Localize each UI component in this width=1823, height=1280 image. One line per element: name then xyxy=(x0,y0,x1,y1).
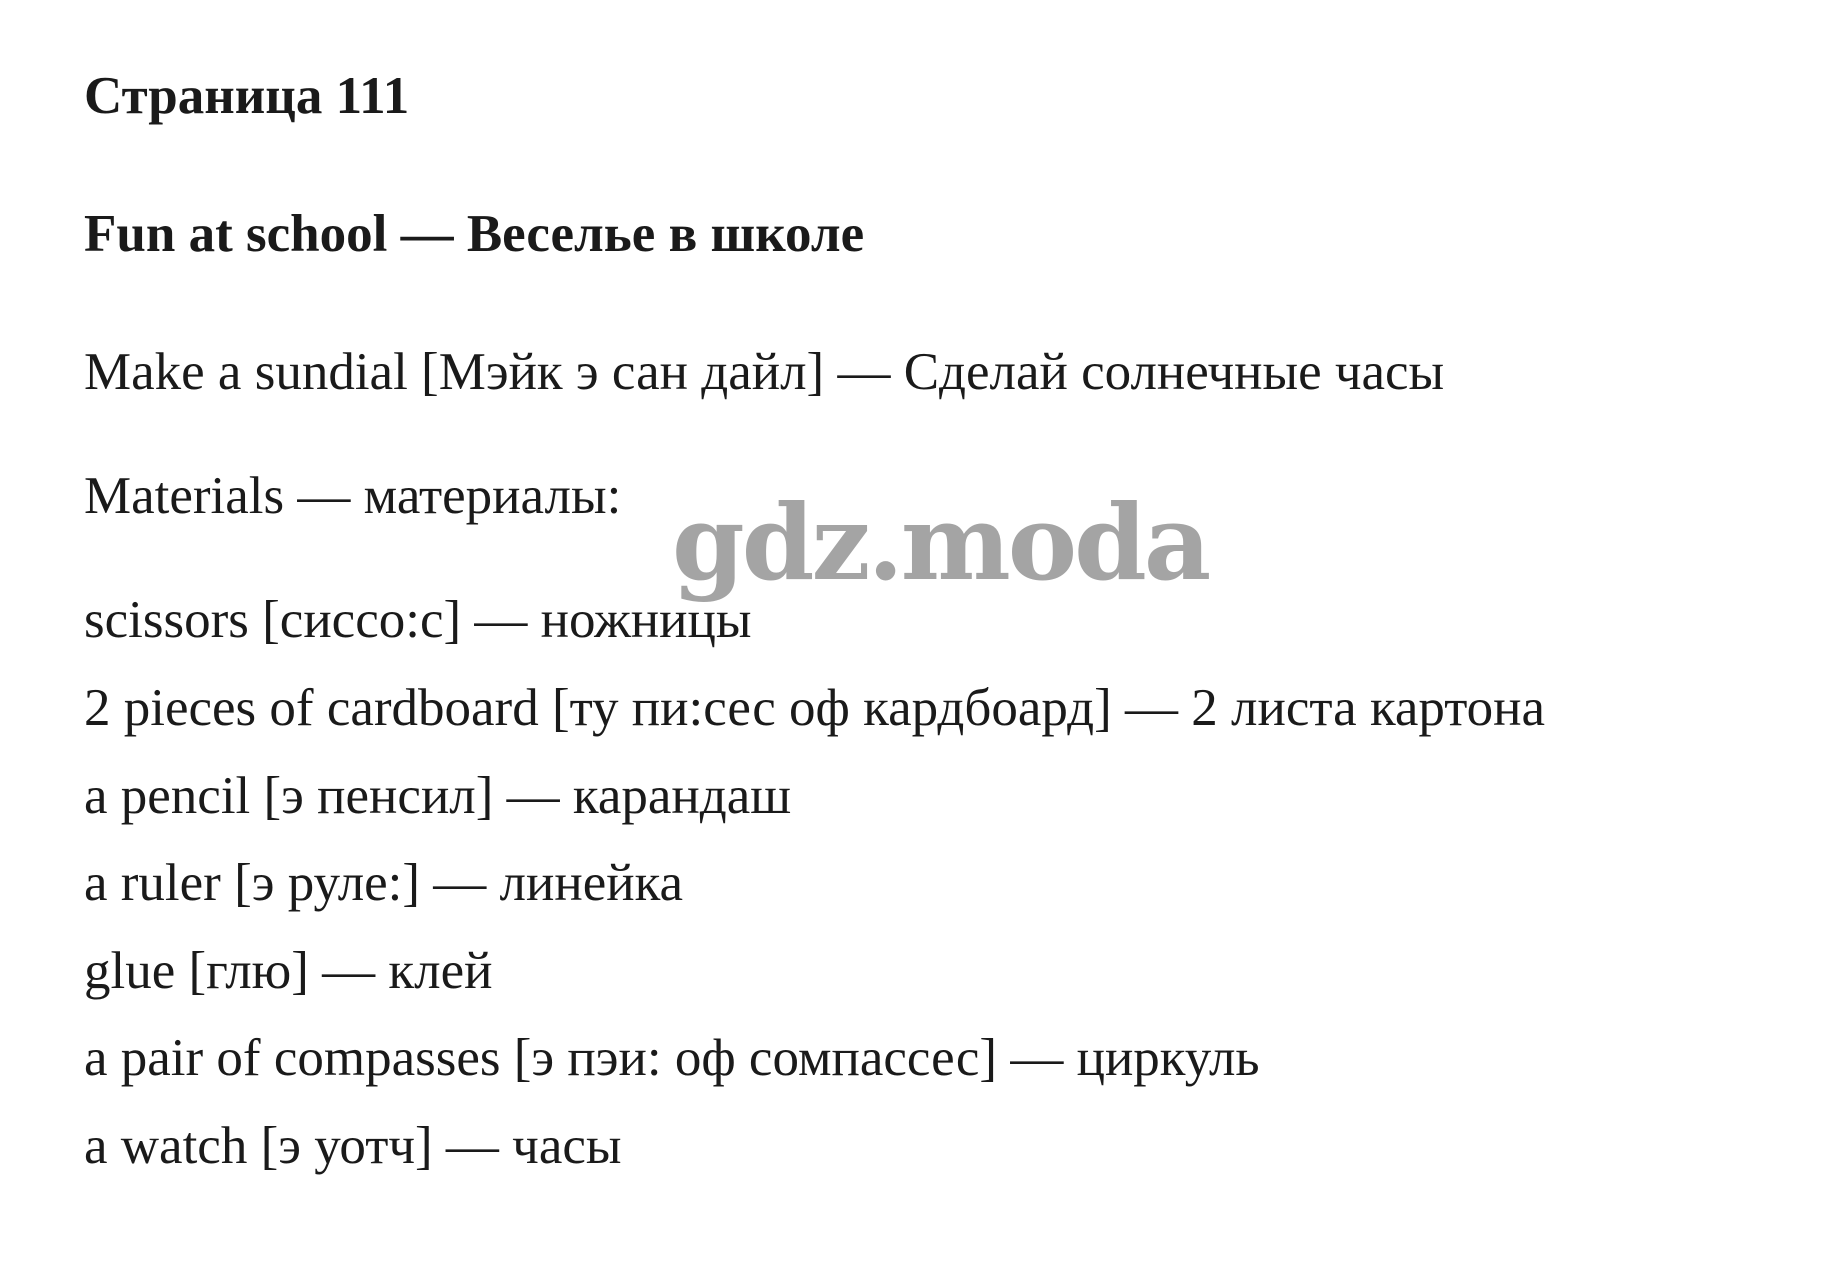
list-item: a pencil [э пенсил] — карандаш xyxy=(84,767,792,825)
materials-heading: Materials — материалы: xyxy=(84,467,622,525)
list-item: a watch [э уотч] — часы xyxy=(84,1117,622,1175)
page-title: Страница 111 xyxy=(84,67,410,125)
list-item: a ruler [э руле:] — линейка xyxy=(84,854,684,912)
list-item: glue [глю] — клей xyxy=(84,942,493,1000)
activity-title: Make a sundial [Мэйк э сан дайл] — Сделай солнечные часы xyxy=(84,343,1445,401)
watermark: gdz.moda xyxy=(672,481,1209,604)
list-item: 2 pieces of cardboard [ту пи:сес оф кардбоард] — 2 листа картона xyxy=(84,679,1546,737)
section-title: Fun at school — Веселье в школе xyxy=(84,205,865,263)
list-item: a pair of compasses [э пэи: оф сомпассес] — циркуль xyxy=(84,1029,1260,1087)
list-item: scissors [сиссо:с] — ножницы xyxy=(84,591,752,649)
